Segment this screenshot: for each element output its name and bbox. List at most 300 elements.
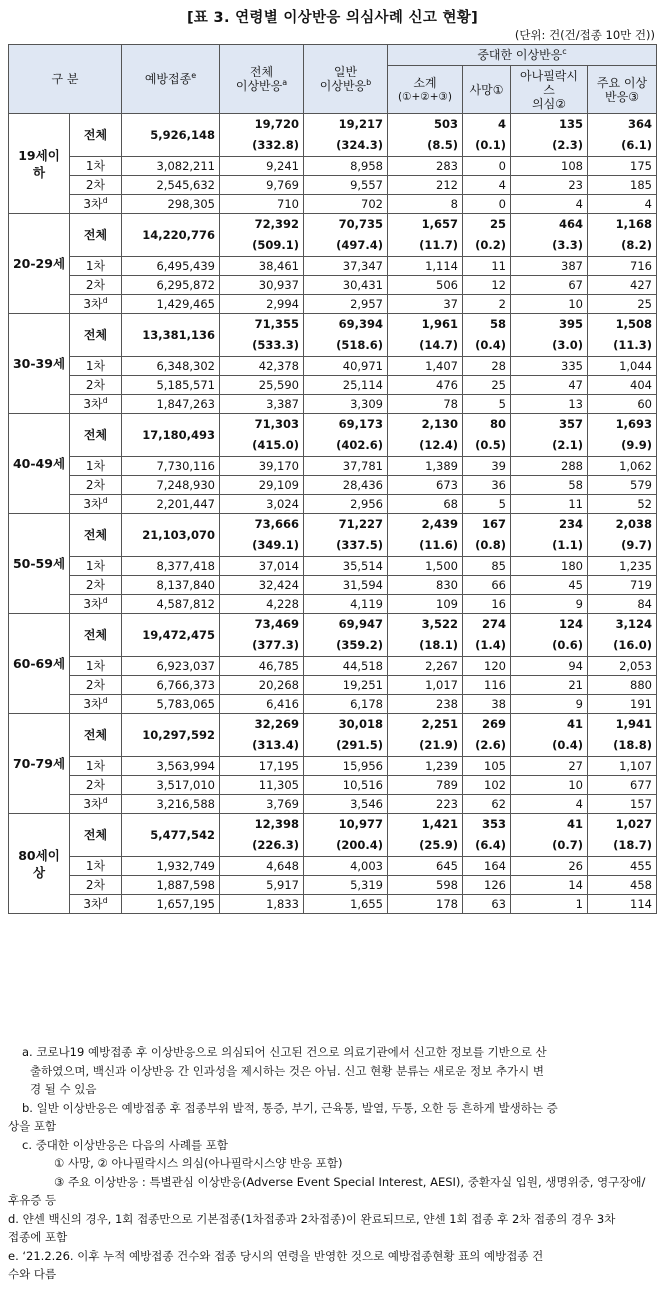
dose-label: 2차 xyxy=(70,376,122,395)
vaccination-count: 8,137,840 xyxy=(122,576,220,595)
vaccination-count: 1,932,749 xyxy=(122,857,220,876)
cell-major: 880 xyxy=(588,676,657,695)
vaccination-count: 5,185,571 xyxy=(122,376,220,395)
table-row xyxy=(9,776,657,795)
cell-gen: 30,431 xyxy=(304,276,388,295)
dose-label: 3차$^d$ xyxy=(70,295,122,314)
cell-major: 458 xyxy=(588,876,657,895)
dose-label: 3차$^d$ xyxy=(70,795,122,814)
vaccination-count: 5,477,542 xyxy=(122,814,220,857)
age-group-label: 30-39세 xyxy=(9,314,70,414)
cell-ana: 335 xyxy=(511,357,588,376)
vaccination-count: 4,587,812 xyxy=(122,595,220,614)
cell-gen: 37,781 xyxy=(304,457,388,476)
cell-sub: 37 xyxy=(388,295,463,314)
cell-ana: 1 xyxy=(511,895,588,914)
table-row xyxy=(9,895,657,914)
cell-ana: 288 xyxy=(511,457,588,476)
cell-sub: 109 xyxy=(388,595,463,614)
age-group-label: 19세이 하 xyxy=(9,114,70,214)
table-row xyxy=(9,114,657,157)
vaccination-count: 3,216,588 xyxy=(122,795,220,814)
cell-ana: 180 xyxy=(511,557,588,576)
footnote-line: c. 중대한 이상반응은 다음의 사례를 포함 xyxy=(22,1137,228,1152)
footnote-line: 후유증 등 xyxy=(8,1193,57,1207)
header-group: 구 분 xyxy=(9,45,122,114)
table-row xyxy=(9,676,657,695)
vaccination-count: 7,730,116 xyxy=(122,457,220,476)
table-title: [표 3. 연령별 이상반응 의심사례 신고 현황] xyxy=(186,10,479,26)
cell-death: 58 (0.4) xyxy=(463,314,511,357)
cell-ana: 26 xyxy=(511,857,588,876)
dose-label: 2차 xyxy=(70,276,122,295)
cell-death: 5 xyxy=(463,495,511,514)
footnote-line: ③ 주요 이상반응 : 특별관심 이상반응(Adverse Event Special Interest, AESI), 중환자실 입원, 생명위중, 영구장애/ xyxy=(54,1174,646,1189)
cell-sub: 1,500 xyxy=(388,557,463,576)
cell-ana: 21 xyxy=(511,676,588,695)
cell-gen: 30,018 (291.5) xyxy=(304,714,388,757)
cell-all: 2,994 xyxy=(220,295,304,314)
dose-label: 1차 xyxy=(70,257,122,276)
cell-ana: 23 xyxy=(511,176,588,195)
table-row xyxy=(9,857,657,876)
cell-all: 20,268 xyxy=(220,676,304,695)
dose-label: 전체 xyxy=(70,614,122,657)
footnote-line: 접종에 포함 xyxy=(8,1230,68,1244)
cell-ana: 4 xyxy=(511,795,588,814)
footnote-line: d. 얀센 백신의 경우, 1회 접종만으로 기본접종(1차접종과 2차접종)이 완료되므로, 얀센 1회 접종 후 2차 접종의 경우 3차 xyxy=(8,1211,616,1226)
cell-death: 63 xyxy=(463,895,511,914)
dose-label: 2차 xyxy=(70,476,122,495)
cell-ana: 27 xyxy=(511,757,588,776)
cell-all: 9,241 xyxy=(220,157,304,176)
cell-sub: 506 xyxy=(388,276,463,295)
header-major-reactions: 주요 이상 반응③ xyxy=(588,66,657,114)
cell-all: 12,398 (226.3) xyxy=(220,814,304,857)
cell-major: 719 xyxy=(588,576,657,595)
cell-gen: 31,594 xyxy=(304,576,388,595)
dose-label: 3차$^d$ xyxy=(70,195,122,214)
cell-sub: 1,657 (11.7) xyxy=(388,214,463,257)
header-general-reactions: 일반 이상반응$^b$ xyxy=(304,45,388,114)
cell-ana: 94 xyxy=(511,657,588,676)
cell-sub: 1,407 xyxy=(388,357,463,376)
dose-label: 2차 xyxy=(70,876,122,895)
cell-gen: 69,173 (402.6) xyxy=(304,414,388,457)
cell-gen: 15,956 xyxy=(304,757,388,776)
cell-ana: 234 (1.1) xyxy=(511,514,588,557)
cell-ana: 4 xyxy=(511,195,588,214)
cell-major: 175 xyxy=(588,157,657,176)
cell-all: 32,424 xyxy=(220,576,304,595)
cell-all: 4,648 xyxy=(220,857,304,876)
cell-death: 25 (0.2) xyxy=(463,214,511,257)
dose-label: 3차$^d$ xyxy=(70,595,122,614)
table-row xyxy=(9,476,657,495)
table-row xyxy=(9,457,657,476)
cell-major: 114 xyxy=(588,895,657,914)
cell-gen: 35,514 xyxy=(304,557,388,576)
cell-all: 30,937 xyxy=(220,276,304,295)
cell-gen: 6,178 xyxy=(304,695,388,714)
vaccination-count: 13,381,136 xyxy=(122,314,220,357)
cell-death: 0 xyxy=(463,195,511,214)
cell-all: 6,416 xyxy=(220,695,304,714)
cell-major: 3,124 (16.0) xyxy=(588,614,657,657)
dose-label: 전체 xyxy=(70,314,122,357)
cell-major: 1,941 (18.8) xyxy=(588,714,657,757)
header-all-reactions: 전체 이상반응$^a$ xyxy=(220,45,304,114)
cell-death: 80 (0.5) xyxy=(463,414,511,457)
cell-gen: 4,003 xyxy=(304,857,388,876)
cell-all: 46,785 xyxy=(220,657,304,676)
unit-label: (단위: 건(건/접종 10만 건)) xyxy=(514,28,655,42)
cell-sub: 2,251 (21.9) xyxy=(388,714,463,757)
cell-major: 1,168 (8.2) xyxy=(588,214,657,257)
cell-ana: 9 xyxy=(511,695,588,714)
age-group-label: 50-59세 xyxy=(9,514,70,614)
header-death: 사망① xyxy=(463,66,511,114)
table-row xyxy=(9,695,657,714)
cell-death: 269 (2.6) xyxy=(463,714,511,757)
cell-gen: 8,958 xyxy=(304,157,388,176)
table-row xyxy=(9,276,657,295)
cell-ana: 10 xyxy=(511,776,588,795)
cell-major: 1,044 xyxy=(588,357,657,376)
dose-label: 전체 xyxy=(70,214,122,257)
cell-sub: 645 xyxy=(388,857,463,876)
cell-death: 126 xyxy=(463,876,511,895)
cell-death: 25 xyxy=(463,376,511,395)
dose-label: 2차 xyxy=(70,676,122,695)
dose-label: 2차 xyxy=(70,776,122,795)
dose-label: 전체 xyxy=(70,814,122,857)
cell-death: 105 xyxy=(463,757,511,776)
cell-gen: 9,557 xyxy=(304,176,388,195)
cell-all: 9,769 xyxy=(220,176,304,195)
cell-death: 39 xyxy=(463,457,511,476)
vaccination-count: 3,517,010 xyxy=(122,776,220,795)
table-row xyxy=(9,357,657,376)
table-row xyxy=(9,714,657,757)
dose-label: 전체 xyxy=(70,714,122,757)
cell-death: 353 (6.4) xyxy=(463,814,511,857)
cell-all: 3,024 xyxy=(220,495,304,514)
cell-gen: 40,971 xyxy=(304,357,388,376)
cell-ana: 387 xyxy=(511,257,588,276)
dose-label: 1차 xyxy=(70,357,122,376)
vaccination-count: 1,657,195 xyxy=(122,895,220,914)
cell-major: 716 xyxy=(588,257,657,276)
cell-major: 1,693 (9.9) xyxy=(588,414,657,457)
cell-ana: 135 (2.3) xyxy=(511,114,588,157)
cell-gen: 702 xyxy=(304,195,388,214)
vaccination-count: 14,220,776 xyxy=(122,214,220,257)
dose-label: 3차$^d$ xyxy=(70,495,122,514)
cell-sub: 212 xyxy=(388,176,463,195)
cell-gen: 25,114 xyxy=(304,376,388,395)
cell-all: 29,109 xyxy=(220,476,304,495)
dose-label: 1차 xyxy=(70,457,122,476)
dose-label: 1차 xyxy=(70,657,122,676)
cell-gen: 1,655 xyxy=(304,895,388,914)
table-row xyxy=(9,214,657,257)
cell-death: 102 xyxy=(463,776,511,795)
cell-sub: 223 xyxy=(388,795,463,814)
cell-major: 185 xyxy=(588,176,657,195)
dose-label: 전체 xyxy=(70,414,122,457)
cell-death: 11 xyxy=(463,257,511,276)
cell-sub: 1,421 (25.9) xyxy=(388,814,463,857)
footnote-line: b. 일반 이상반응은 예방접종 후 접종부위 발적, 통증, 부기, 근육통, 발열, 두통, 오한 등 흔하게 발생하는 증 xyxy=(22,1100,558,1115)
footnote-line: 경 될 수 있음 xyxy=(30,1082,97,1096)
table-row xyxy=(9,557,657,576)
dose-label: 1차 xyxy=(70,557,122,576)
cell-sub: 178 xyxy=(388,895,463,914)
vaccination-count: 3,563,994 xyxy=(122,757,220,776)
table-row xyxy=(9,495,657,514)
cell-major: 2,053 xyxy=(588,657,657,676)
cell-death: 62 xyxy=(463,795,511,814)
cell-major: 455 xyxy=(588,857,657,876)
cell-death: 4 xyxy=(463,176,511,195)
vaccination-count: 5,783,065 xyxy=(122,695,220,714)
footnote-line: 출하였으며, 백신과 이상반응 간 인과성을 제시하는 것은 아님. 신고 현황 분류는 새로운 정보 추가시 변 xyxy=(30,1063,544,1078)
cell-ana: 41 (0.7) xyxy=(511,814,588,857)
cell-all: 39,170 xyxy=(220,457,304,476)
cell-major: 1,027 (18.7) xyxy=(588,814,657,857)
cell-all: 3,769 xyxy=(220,795,304,814)
table-row xyxy=(9,614,657,657)
cell-all: 32,269 (313.4) xyxy=(220,714,304,757)
footnote-line: 상을 포함 xyxy=(8,1119,57,1133)
vaccination-count: 19,472,475 xyxy=(122,614,220,657)
vaccination-count: 8,377,418 xyxy=(122,557,220,576)
cell-all: 11,305 xyxy=(220,776,304,795)
cell-ana: 58 xyxy=(511,476,588,495)
table-row xyxy=(9,395,657,414)
vaccination-count: 5,926,148 xyxy=(122,114,220,157)
cell-gen: 69,394 (518.6) xyxy=(304,314,388,357)
cell-all: 72,392 (509.1) xyxy=(220,214,304,257)
cell-gen: 2,957 xyxy=(304,295,388,314)
table-row xyxy=(9,657,657,676)
footnote-line: ① 사망, ② 아나필락시스 의심(아나필락시스양 반응 포함) xyxy=(54,1156,343,1170)
cell-ana: 108 xyxy=(511,157,588,176)
vaccination-count: 2,545,632 xyxy=(122,176,220,195)
cell-gen: 3,546 xyxy=(304,795,388,814)
table-row xyxy=(9,876,657,895)
cell-death: 4 (0.1) xyxy=(463,114,511,157)
dose-label: 3차$^d$ xyxy=(70,395,122,414)
cell-ana: 9 xyxy=(511,595,588,614)
cell-major: 1,235 xyxy=(588,557,657,576)
cell-ana: 11 xyxy=(511,495,588,514)
table-row xyxy=(9,157,657,176)
cell-all: 1,833 xyxy=(220,895,304,914)
cell-gen: 28,436 xyxy=(304,476,388,495)
cell-all: 3,387 xyxy=(220,395,304,414)
cell-sub: 1,389 xyxy=(388,457,463,476)
cell-death: 2 xyxy=(463,295,511,314)
cell-major: 157 xyxy=(588,795,657,814)
cell-sub: 68 xyxy=(388,495,463,514)
cell-death: 85 xyxy=(463,557,511,576)
cell-all: 73,469 (377.3) xyxy=(220,614,304,657)
cell-ana: 357 (2.1) xyxy=(511,414,588,457)
age-group-label: 60-69세 xyxy=(9,614,70,714)
cell-gen: 10,977 (200.4) xyxy=(304,814,388,857)
cell-sub: 1,114 xyxy=(388,257,463,276)
cell-sub: 1,961 (14.7) xyxy=(388,314,463,357)
cell-major: 2,038 (9.7) xyxy=(588,514,657,557)
table-row xyxy=(9,295,657,314)
vaccination-count: 7,248,930 xyxy=(122,476,220,495)
vaccination-count: 298,305 xyxy=(122,195,220,214)
cell-gen: 71,227 (337.5) xyxy=(304,514,388,557)
cell-gen: 5,319 xyxy=(304,876,388,895)
vaccination-count: 1,429,465 xyxy=(122,295,220,314)
cell-major: 404 xyxy=(588,376,657,395)
dose-label: 1차 xyxy=(70,757,122,776)
cell-all: 25,590 xyxy=(220,376,304,395)
cell-major: 1,107 xyxy=(588,757,657,776)
cell-death: 120 xyxy=(463,657,511,676)
table-row xyxy=(9,814,657,857)
header-vaccination: 예방접종$^e$ xyxy=(122,45,220,114)
table-row xyxy=(9,176,657,195)
table-row xyxy=(9,514,657,557)
header-subtotal: 소계 (①+②+③) xyxy=(388,66,463,114)
table-row xyxy=(9,576,657,595)
cell-all: 17,195 xyxy=(220,757,304,776)
cell-death: 164 xyxy=(463,857,511,876)
age-group-label: 20-29세 xyxy=(9,214,70,314)
footnote-line: e. ‘21.2.26. 이후 누적 예방접종 건수와 접종 당시의 연령을 반영한 것으로 예방접종현황 표의 예방접종 건 xyxy=(8,1248,544,1263)
dose-label: 1차 xyxy=(70,857,122,876)
cell-major: 4 xyxy=(588,195,657,214)
vaccination-count: 6,495,439 xyxy=(122,257,220,276)
cell-major: 1,062 xyxy=(588,457,657,476)
cell-gen: 10,516 xyxy=(304,776,388,795)
cell-ana: 67 xyxy=(511,276,588,295)
cell-sub: 598 xyxy=(388,876,463,895)
cell-major: 364 (6.1) xyxy=(588,114,657,157)
table-row xyxy=(9,257,657,276)
cell-sub: 283 xyxy=(388,157,463,176)
vaccination-count: 6,348,302 xyxy=(122,357,220,376)
table-row xyxy=(9,414,657,457)
vaccination-count: 6,766,373 xyxy=(122,676,220,695)
dose-label: 2차 xyxy=(70,576,122,595)
cell-major: 60 xyxy=(588,395,657,414)
cell-all: 42,378 xyxy=(220,357,304,376)
cell-death: 66 xyxy=(463,576,511,595)
vaccination-count: 1,887,598 xyxy=(122,876,220,895)
cell-sub: 2,439 (11.6) xyxy=(388,514,463,557)
cell-ana: 464 (3.3) xyxy=(511,214,588,257)
cell-sub: 2,267 xyxy=(388,657,463,676)
cell-gen: 19,251 xyxy=(304,676,388,695)
vaccination-count: 6,923,037 xyxy=(122,657,220,676)
age-group-label: 80세이 상 xyxy=(9,814,70,914)
cell-major: 1,508 (11.3) xyxy=(588,314,657,357)
cell-all: 71,303 (415.0) xyxy=(220,414,304,457)
cell-death: 16 xyxy=(463,595,511,614)
cell-gen: 4,119 xyxy=(304,595,388,614)
table-row xyxy=(9,595,657,614)
dose-label: 3차$^d$ xyxy=(70,895,122,914)
table-row xyxy=(9,757,657,776)
dose-label: 전체 xyxy=(70,114,122,157)
dose-label: 3차$^d$ xyxy=(70,695,122,714)
cell-ana: 10 xyxy=(511,295,588,314)
vaccination-count: 17,180,493 xyxy=(122,414,220,457)
cell-ana: 13 xyxy=(511,395,588,414)
cell-sub: 3,522 (18.1) xyxy=(388,614,463,657)
vaccination-count: 10,297,592 xyxy=(122,714,220,757)
footnote-line: 수와 다름 xyxy=(8,1267,57,1281)
cell-all: 37,014 xyxy=(220,557,304,576)
cell-gen: 19,217 (324.3) xyxy=(304,114,388,157)
vaccination-count: 21,103,070 xyxy=(122,514,220,557)
cell-death: 12 xyxy=(463,276,511,295)
cell-sub: 1,239 xyxy=(388,757,463,776)
cell-ana: 14 xyxy=(511,876,588,895)
cell-sub: 476 xyxy=(388,376,463,395)
cell-major: 427 xyxy=(588,276,657,295)
cell-sub: 2,130 (12.4) xyxy=(388,414,463,457)
cell-sub: 503 (8.5) xyxy=(388,114,463,157)
cell-death: 28 xyxy=(463,357,511,376)
footnotes xyxy=(8,1043,656,1284)
table-row xyxy=(9,314,657,357)
cell-death: 38 xyxy=(463,695,511,714)
dose-label: 전체 xyxy=(70,514,122,557)
cell-all: 38,461 xyxy=(220,257,304,276)
cell-major: 25 xyxy=(588,295,657,314)
adverse-reaction-table xyxy=(8,44,657,914)
cell-major: 191 xyxy=(588,695,657,714)
header-serious-reactions: 중대한 이상반응$^c$ xyxy=(388,45,657,66)
cell-ana: 41 (0.4) xyxy=(511,714,588,757)
cell-major: 677 xyxy=(588,776,657,795)
cell-death: 116 xyxy=(463,676,511,695)
cell-gen: 3,309 xyxy=(304,395,388,414)
cell-death: 167 (0.8) xyxy=(463,514,511,557)
table-row xyxy=(9,376,657,395)
cell-ana: 45 xyxy=(511,576,588,595)
cell-sub: 789 xyxy=(388,776,463,795)
cell-ana: 47 xyxy=(511,376,588,395)
cell-sub: 830 xyxy=(388,576,463,595)
cell-death: 5 xyxy=(463,395,511,414)
cell-death: 274 (1.4) xyxy=(463,614,511,657)
cell-all: 4,228 xyxy=(220,595,304,614)
cell-ana: 124 (0.6) xyxy=(511,614,588,657)
cell-major: 84 xyxy=(588,595,657,614)
cell-death: 0 xyxy=(463,157,511,176)
cell-sub: 78 xyxy=(388,395,463,414)
cell-death: 36 xyxy=(463,476,511,495)
cell-all: 71,355 (533.3) xyxy=(220,314,304,357)
cell-all: 19,720 (332.8) xyxy=(220,114,304,157)
cell-gen: 69,947 (359.2) xyxy=(304,614,388,657)
cell-major: 52 xyxy=(588,495,657,514)
cell-all: 5,917 xyxy=(220,876,304,895)
cell-gen: 37,347 xyxy=(304,257,388,276)
dose-label: 2차 xyxy=(70,176,122,195)
